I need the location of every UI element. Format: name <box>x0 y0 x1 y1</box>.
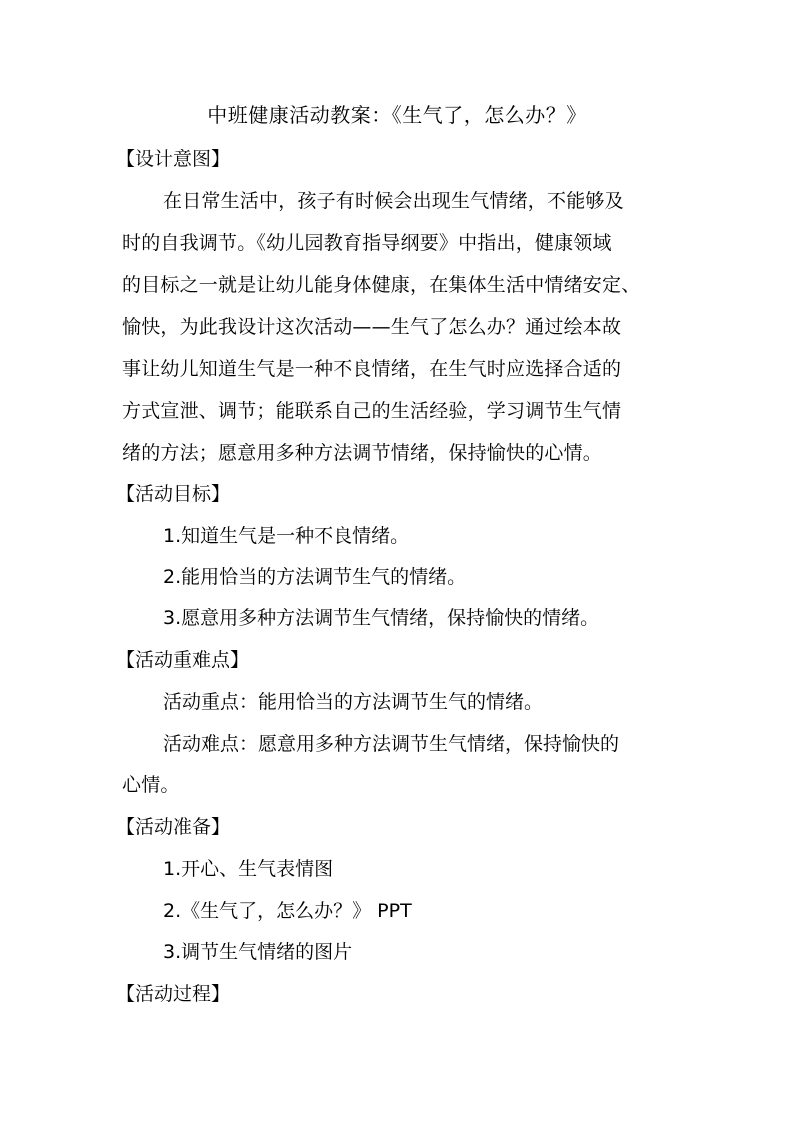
paragraph-line: 的目标之一就是让幼儿能身体健康，在集体生活中情绪安定、 <box>122 274 641 296</box>
goal-item: 1.知道生气是一种不良情绪。 <box>163 525 410 547</box>
section-heading-key-points: 【活动重难点】 <box>116 649 250 671</box>
goal-item: 2.能用恰当的方法调节生气的情绪。 <box>163 566 467 588</box>
paragraph-line: 时的自我调节。《幼儿园教育指导纲要》中指出，健康领域 <box>122 232 612 254</box>
preparation-item: 3.调节生气情绪的图片 <box>163 941 353 963</box>
difficult-point-line-continued: 心情。 <box>122 774 180 796</box>
preparation-item: 2.《生气了，怎么办？》 PPT <box>163 900 412 922</box>
paragraph-line: 绪的方法；愿意用多种方法调节情绪，保持愉快的心情。 <box>122 442 603 464</box>
section-heading-process: 【活动过程】 <box>116 983 231 1005</box>
difficult-point-line: 活动难点：愿意用多种方法调节生气情绪，保持愉快的 <box>163 733 620 755</box>
paragraph-line: 愉快，为此我设计这次活动——生气了怎么办？通过绘本故 <box>122 316 622 338</box>
section-heading-preparation: 【活动准备】 <box>116 816 231 838</box>
section-heading-design-intent: 【设计意图】 <box>116 148 231 170</box>
document-title: 中班健康活动教案：《生气了，怎么办？》 <box>207 103 587 127</box>
preparation-item: 1.开心、生气表情图 <box>163 858 334 880</box>
paragraph-line: 方式宣泄、调节；能联系自己的生活经验，学习调节生气情 <box>122 400 622 422</box>
paragraph-line: 在日常生活中，孩子有时候会出现生气情绪，不能够及 <box>163 190 624 212</box>
section-heading-goals: 【活动目标】 <box>116 483 231 505</box>
paragraph-line: 事让幼儿知道生气是一种不良情绪，在生气时应选择合适的 <box>122 358 622 380</box>
key-point-line: 活动重点：能用恰当的方法调节生气的情绪。 <box>163 691 544 713</box>
goal-item: 3.愿意用多种方法调节生气情绪，保持愉快的情绪。 <box>163 607 600 629</box>
